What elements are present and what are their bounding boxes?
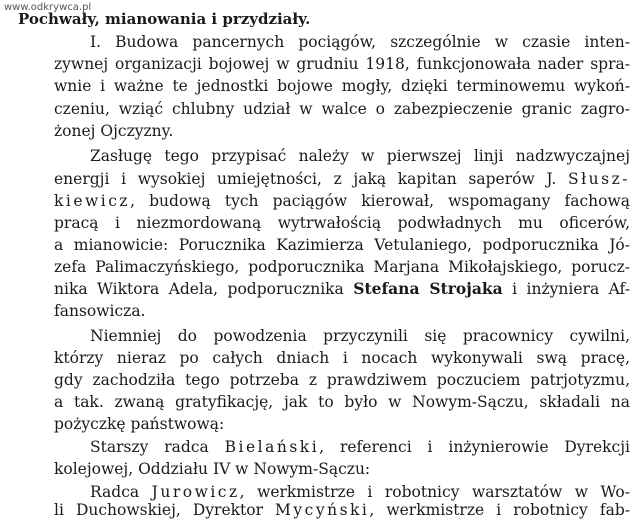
text-line [54, 234, 630, 256]
text-segment: czeniu, wziąć chlubny udział w walce o zabezpieczenie granic zagro- [54, 100, 630, 118]
site-watermark: www.odkrywca.pl [4, 2, 92, 13]
text-segment: wnie i ważne te jednostki bojowe mogły, dzięki terminowemu wykoń- [54, 77, 630, 95]
text-segment: Radca [90, 483, 152, 501]
text-segment: pożyczkę państwową: [54, 415, 225, 433]
text-segment: energji i wysokiej umiejętności, z jaką kapitan saperów J. [54, 170, 569, 188]
text-segment: fansowicza. [54, 302, 146, 320]
text-line [54, 391, 630, 413]
text-line [90, 31, 630, 53]
text-line [54, 256, 630, 278]
text-line [54, 53, 630, 75]
text-line [90, 436, 630, 458]
text-segment: , werkmistrze i robotnicy fab- [369, 501, 630, 519]
spaced-name: Mycyński [275, 501, 370, 519]
section-heading: Pochwały, mianowania i przydziały. [18, 10, 311, 28]
text-segment: nika Wiktora Adela, podporucznika [54, 280, 354, 298]
text-line [54, 98, 630, 120]
text-segment: , referenci i inżynierowie Dyrekcji [319, 438, 630, 456]
text-segment: pracą i niezmordowaną wytrwałością podwładnych mu oficerów, [54, 214, 630, 232]
text-line [54, 168, 630, 190]
text-segment: kolejowej, Oddziału IV w Nowym-Sączu: [54, 460, 371, 478]
text-segment: którzy nieraz po całych dniach i nocach wykonywali swą pracę, [54, 349, 630, 367]
text-segment: , budową tych paciągów kierował, wspomagany fachową [130, 192, 630, 210]
text-line [54, 500, 630, 520]
text-segment: Zasługę tego przypisać należy w pierwszej linji nadzwyczajnej [90, 147, 630, 165]
text-line [90, 145, 630, 167]
text-line [54, 190, 630, 212]
text-segment: i inżyniera Af- [502, 280, 630, 298]
spaced-name: Bielański [224, 438, 320, 456]
text-line [54, 458, 630, 480]
text-segment: I. Budowa pancernych pociągów, szczególnie w czasie inten- [90, 33, 630, 51]
text-segment: żonej Ojczyzny. [54, 122, 174, 140]
text-line [54, 413, 630, 435]
bold-name: Stefana Strojaka [353, 279, 503, 298]
spaced-name: Słusz- [568, 170, 630, 188]
spaced-name: kiewicz [54, 192, 131, 210]
spaced-name: Jurowicz [151, 483, 240, 501]
text-segment: li Duchowskiej, Dyrektor [54, 501, 276, 519]
text-line [54, 300, 630, 322]
text-segment: zywnej organizacji bojowej w grudniu 1918, funkcjonowała nader spra- [54, 55, 630, 73]
text-line [54, 347, 630, 369]
text-segment: Niemniej do powodzenia przyczynili się pracownicy cywilni, [90, 327, 630, 345]
text-segment: gdy zachodziła tego potrzeba z prawdziwem poczuciem patrjotyzmu, [54, 371, 630, 389]
text-segment: zefa Palimaczyńskiego, podporucznika Marjana Mikołajskiego, porucz- [54, 258, 630, 276]
text-segment: Starszy radca [90, 438, 225, 456]
text-line [90, 325, 630, 347]
text-segment: , werkmistrze i robotnicy warsztatów w Wo- [239, 483, 630, 501]
text-line [54, 278, 630, 300]
text-line [54, 120, 630, 142]
text-segment: a mianowicie: Porucznika Kazimierza Vetulaniego, podporucznika Jó- [54, 236, 630, 254]
text-line [54, 369, 630, 391]
text-line [54, 75, 630, 97]
text-line [54, 212, 630, 234]
text-segment: a tak. zwaną gratyfikację, jak to było w Nowym-Sączu, składali na [54, 393, 630, 411]
